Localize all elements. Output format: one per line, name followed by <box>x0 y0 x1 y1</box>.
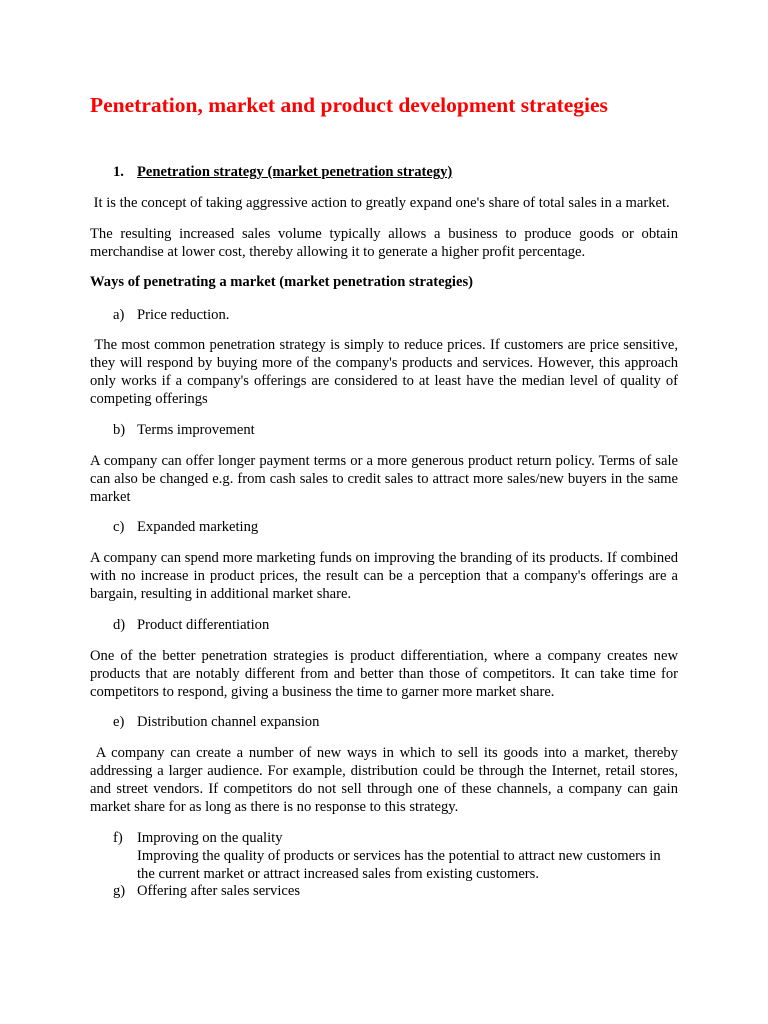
paragraph-price-reduction: The most common penetration strategy is simply to reduce prices. If customers are price sensitive, they will respond by buying more of the company's products and services. However, this approach only works if a company's offerings are considered to at least have the median level of quality of competing offerings <box>90 337 682 407</box>
paragraph-concept: It is the concept of taking aggressive action to greatly expand one's share of total sales in a market. <box>90 195 670 211</box>
list-marker-a: a) <box>113 307 125 323</box>
list-marker-f: f) <box>113 830 123 846</box>
page-title: Penetration, market and product development strategies <box>90 93 608 117</box>
paragraph-expanded-marketing: A company can spend more marketing funds on improving the branding of its products. If combined with no increase in product prices, the result can be a perception that a company's offerings are a bargain, resulting in additional market share. <box>90 550 678 602</box>
list-label-price-reduction: Price reduction. <box>137 307 230 323</box>
section-number: 1. <box>113 164 124 180</box>
list-label-improving-quality: Improving on the quality <box>137 830 283 846</box>
list-label-distribution-channel: Distribution channel expansion <box>137 714 320 730</box>
ways-heading: Ways of penetrating a market (market penetration strategies) <box>90 274 474 290</box>
paragraph-resulting: The resulting increased sales volume typically allows a business to produce goods or obtain merchandise at lower cost, thereby allowing it to generate a higher profit percentage. <box>90 226 678 260</box>
improving-quality-line-2: the current market or attract increased sales from existing customers. <box>137 866 539 882</box>
list-marker-c: c) <box>113 519 125 535</box>
paragraph-product-differentiation: One of the better penetration strategies is product differentiation, where a company creates new products that are notably different from and better than those of competitors. It can take time for competitors to respond, giving a business the time to garner more market share. <box>90 648 678 700</box>
section-heading: Penetration strategy (market penetration strategy) <box>137 164 453 180</box>
list-label-terms-improvement: Terms improvement <box>137 422 255 438</box>
list-label-expanded-marketing: Expanded marketing <box>137 519 259 535</box>
list-marker-d: d) <box>113 617 126 633</box>
list-marker-b: b) <box>113 422 126 438</box>
list-label-after-sales: Offering after sales services <box>137 883 301 899</box>
paragraph-distribution-channel: A company can create a number of new ways in which to sell its goods into a market, thereby addressing a larger audience. For example, distribution could be through the Internet, retail stores, and street vendors. If competitors do not sell through one of these channels, a company can gain market share for as long as there is no response to this strategy. <box>90 745 682 815</box>
list-marker-e: e) <box>113 714 125 730</box>
list-marker-g: g) <box>113 883 126 899</box>
paragraph-terms-improvement: A company can offer longer payment terms or a more generous product return policy. Terms of sale can also be changed e.g. from cash sales to credit sales to attract more sales/new buyers in the same market <box>90 453 678 505</box>
improving-quality-line-1: Improving the quality of products or services has the potential to attract new customers in <box>137 848 661 864</box>
list-label-product-differentiation: Product differentiation <box>137 617 270 633</box>
